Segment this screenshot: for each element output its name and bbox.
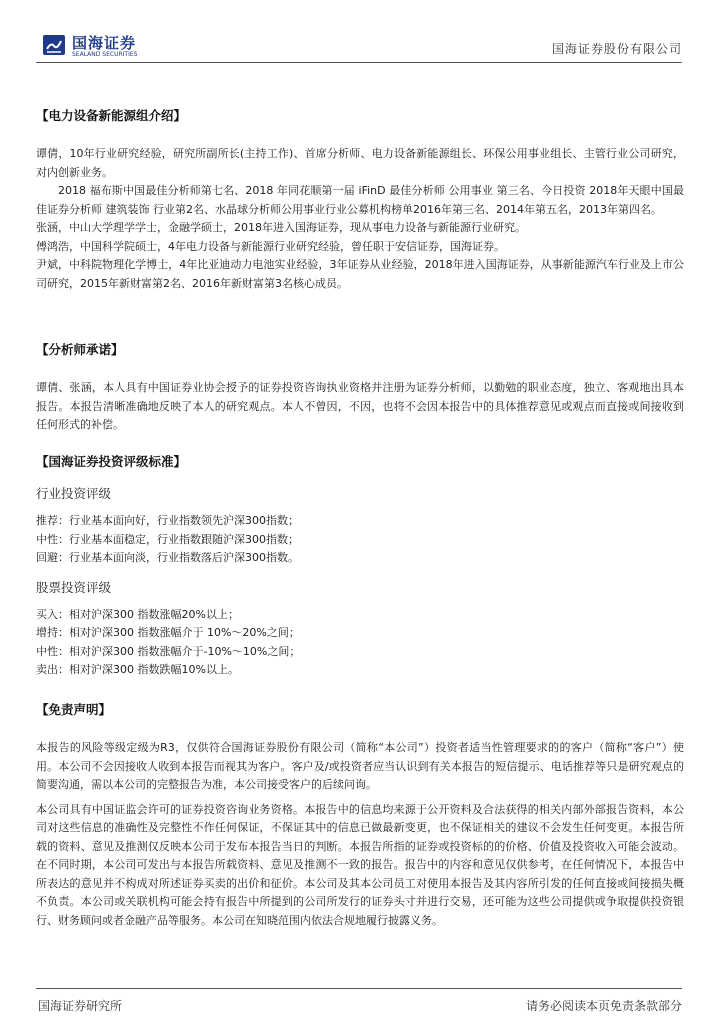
stock-rating-neutral: 中性：相对沪深300 指数涨幅介于-10%～10%之间； xyxy=(36,644,301,658)
stock-rating-title: 股票投资评级 xyxy=(36,579,112,595)
disclaimer-section xyxy=(36,700,684,930)
section-title: 【免责声明】 xyxy=(36,702,112,717)
page-footer xyxy=(36,988,682,1012)
header-divider xyxy=(36,62,682,63)
industry-rating-avoid: 回避：行业基本面向淡，行业指数落后沪深300指数。 xyxy=(36,551,299,564)
section-title: 【国海证券投资评级标准】 xyxy=(36,454,187,469)
industry-rating-title: 行业投资评级 xyxy=(36,486,112,501)
page-header xyxy=(36,30,682,66)
commitment-text: 谭倩、张涵，本人具有中国证券业协会授予的证券投资咨询执业资格并注册为证券分析师，以勤勉的职业态度，独立、客观地出具本报告。本报告清晰准确地反映了本人的研究观点。本人不曾因，不因，也将不会因本报告中的具体推荐意见或观点而直接或间接收到任何形式的补偿。 xyxy=(36,381,684,431)
disclaimer-main-paragraph: 本公司具有中国证监会许可的证券投资咨询业务资格。本报告中的信息均来源于公开资料及合法获得的相关内部外部报告资料，本公司对这些信息的准确性及完整性不作任何保证，不保证其中的信息已做最新变更，也不保证相关的建议不会发生任何变更。本报告所载的资料、意见及推测仅反映本公司于发布本报告当日的判断。本报告所指的证券或投资标的的价格、价值及投资收入可能会波动。在不同时期，本公司可发出与本报告所载资料、意见及推测不一致的报告。报告中的内容和意见仅供参考，在任何情况下，本报告中所表达的意见并不构成对所述证券买卖的出价和征价。本公司及其本公司员工对使用本报告及其内容所引发的任何直接或间接损失概不负责。本公司或关联机构可能会持有报告中所提到的公司所发行的证券头寸并进行交易，还可能为这些公司提供或争取提供投资银行、财务顾问或者金融产品等服务。本公司在知晓范围内依法合规地履行披露义务。 xyxy=(36,802,684,927)
stock-rating-buy: 买入：相对沪深300 指数涨幅20%以上； xyxy=(36,607,239,621)
industry-rating-neutral: 中性：行业基本面稳定，行业指数跟随沪深300指数； xyxy=(36,532,299,546)
logo-text: 国海证券 xyxy=(72,34,137,52)
disclaimer-risk-paragraph: 本报告的风险等级定级为R3，仅供符合国海证券股份有限公司（简称“本公司”）投资者适当性管理要求的的客户（简称“客户”）使用。本公司不会因接收人收到本报告而视其为客户。客户及/或投资者应当认识到有关本报告的短信提示、电话推荐等只是研究观点的简要沟通，需以本公司的完整报告为准，本公司接受客户的后续问询。 xyxy=(36,741,684,791)
section-title: 【分析师承诺】 xyxy=(36,342,124,357)
company-logo xyxy=(42,32,172,62)
footer-institute: 国海证券研究所 xyxy=(38,999,123,1013)
rating-section xyxy=(36,452,684,680)
industry-rating-buy: 推荐：行业基本面向好，行业指数领先沪深300指数； xyxy=(36,514,299,527)
footer-notice: 请务必阅读本页免责条款部分 xyxy=(525,999,682,1013)
stock-rating-sell: 卖出：相对沪深300 指数跌幅10%以上。 xyxy=(36,663,239,676)
team-member-yinbin: 尹斌，中科院物理化学博士，4年比亚迪动力电池实业经验，3年证券从业经验，2018年进入国海证券，从事新能源汽车行业及上市公司研究，2015年新财富第2名、2016年新财富第3名核心成员。 xyxy=(36,258,684,290)
commitment-section xyxy=(36,340,684,435)
team-member-tanqian: 谭倩，10年行业研究经验，研究所副所长(主持工作)、首席分析师、电力设备新能源组长、环保公用事业组长、主管行业公司研究，对内创新业务。 xyxy=(36,147,684,179)
team-awards: 2018 福布斯中国最佳分析师第七名、2018 年同花顺第一届 iFinD 最佳分析师 公用事业 第三名、今日投资 2018年天眼中国最佳证券分析师 建筑装饰 行业第2名、水晶球分析师公用事业行业公募机构榜单2016年第三名、2014年第五名，2013年第四名。 xyxy=(36,184,684,216)
footer-divider xyxy=(36,988,682,989)
team-member-zhanghan: 张涵，中山大学理学学士，金融学硕士，2018年进入国海证券，现从事电力设备与新能源行业研究。 xyxy=(36,221,526,234)
team-section xyxy=(36,106,684,293)
section-title: 【电力设备新能源组介绍】 xyxy=(36,108,187,123)
company-name: 国海证券股份有限公司 xyxy=(551,42,682,56)
stock-rating-overweight: 增持：相对沪深300 指数涨幅介于 10%～20%之间； xyxy=(36,626,300,639)
team-member-fuhonghao: 傅鸿浩，中国科学院硕士，4年电力设备与新能源行业研究经验，曾任职于安信证券，国海证券。 xyxy=(36,239,505,253)
logo-emblem-icon xyxy=(42,34,66,56)
logo-subtext: SEALAND SECURITIES xyxy=(72,51,138,58)
